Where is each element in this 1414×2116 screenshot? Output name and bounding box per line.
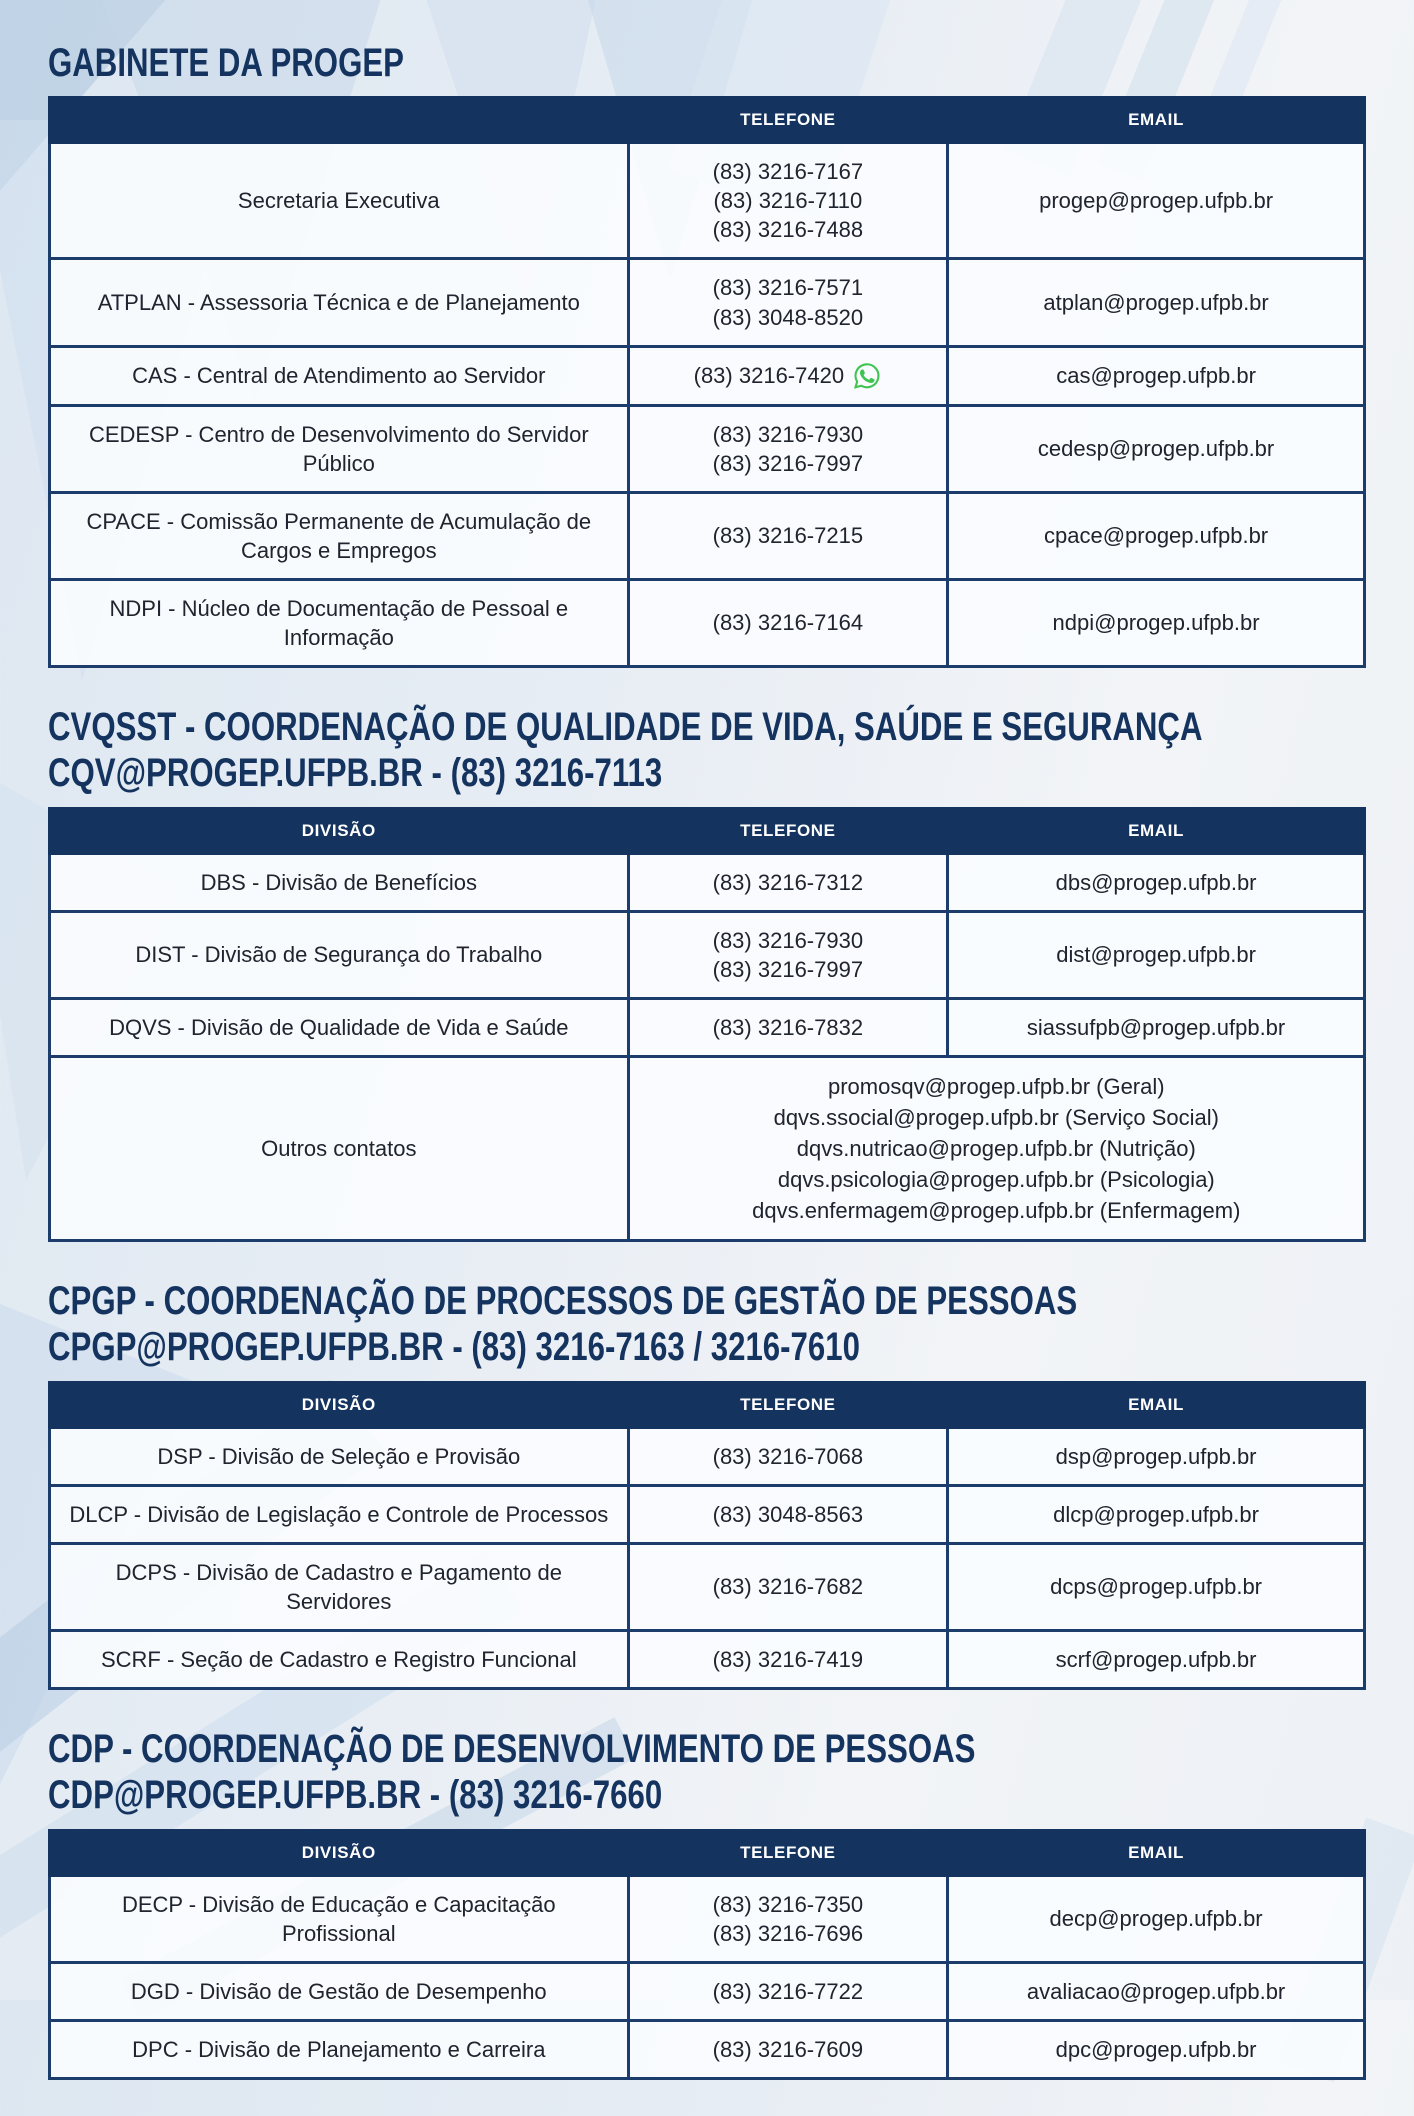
page-content [48, 40, 1366, 2116]
email-cell: dpc@progep.ufpb.br [948, 2020, 1365, 2078]
phone-cell: (83) 3216-7167 (83) 3216-7110 (83) 3216-7488 [628, 143, 948, 259]
column-header-division: DIVISÃO [50, 1382, 629, 1427]
section-title: CVQSST - COORDENAÇÃO DE QUALIDADE DE VIDA, SAÚDE E SEGURANÇA [48, 704, 1203, 749]
table-row [50, 143, 1365, 259]
division-cell: DBS - Divisão de Benefícios [50, 853, 629, 911]
section-heading-gabinete [48, 40, 1366, 86]
division-cell: Secretaria Executiva [50, 143, 629, 259]
table-row [50, 405, 1365, 492]
table-row [50, 1875, 1365, 1962]
table-row [50, 2020, 1365, 2078]
section-heading-cvqsst [48, 704, 1366, 797]
column-header-email: EMAIL [948, 808, 1365, 853]
phone-cell: (83) 3216-7350 (83) 3216-7696 [628, 1875, 948, 1962]
division-cell: DIST - Divisão de Segurança do Trabalho [50, 911, 629, 998]
division-cell: DLCP - Divisão de Legislação e Controle de Processos [50, 1485, 629, 1543]
table-row [50, 1630, 1365, 1688]
table-row [50, 1427, 1365, 1485]
division-cell: CAS - Central de Atendimento ao Servidor [50, 346, 629, 405]
phone-cell: (83) 3216-7420 [628, 346, 948, 405]
phone-cell: (83) 3216-7930 (83) 3216-7997 [628, 405, 948, 492]
section-subtitle: CPGP@PROGEP.UFPB.BR - (83) 3216-7163 / 3216-7610 [48, 1325, 860, 1370]
phone-cell: (83) 3216-7068 [628, 1427, 948, 1485]
email-cell: cas@progep.ufpb.br [948, 346, 1365, 405]
column-header-email: EMAIL [948, 98, 1365, 143]
table-row [50, 1056, 1365, 1240]
section-title: CPGP - COORDENAÇÃO DE PROCESSOS DE GESTÃO DE PESSOAS [48, 1278, 1078, 1323]
section-title: CDP - COORDENAÇÃO DE DESENVOLVIMENTO DE PESSOAS [48, 1726, 976, 1771]
column-header-email: EMAIL [948, 1830, 1365, 1875]
email-cell: dlcp@progep.ufpb.br [948, 1485, 1365, 1543]
email-cell: decp@progep.ufpb.br [948, 1875, 1365, 1962]
phone-cell: (83) 3216-7312 [628, 853, 948, 911]
phone-cell: (83) 3216-7419 [628, 1630, 948, 1688]
division-cell: Outros contatos [50, 1056, 629, 1240]
email-cell: dist@progep.ufpb.br [948, 911, 1365, 998]
column-header-phone: TELEFONE [628, 808, 948, 853]
table-row [50, 346, 1365, 405]
email-cell: dcps@progep.ufpb.br [948, 1543, 1365, 1630]
division-cell: DPC - Divisão de Planejamento e Carreira [50, 2020, 629, 2078]
phone-cell: (83) 3216-7609 [628, 2020, 948, 2078]
division-cell: NDPI - Núcleo de Documentação de Pessoal e Informação [50, 579, 629, 666]
column-header-email: EMAIL [948, 1382, 1365, 1427]
email-cell: scrf@progep.ufpb.br [948, 1630, 1365, 1688]
phone-cell: (83) 3048-8563 [628, 1485, 948, 1543]
table-row [50, 1543, 1365, 1630]
phone-cell: (83) 3216-7164 [628, 579, 948, 666]
email-cell: dbs@progep.ufpb.br [948, 853, 1365, 911]
table-row [50, 1485, 1365, 1543]
division-cell: CEDESP - Centro de Desenvolvimento do Servidor Público [50, 405, 629, 492]
division-cell: CPACE - Comissão Permanente de Acumulação de Cargos e Empregos [50, 492, 629, 579]
division-cell: SCRF - Seção de Cadastro e Registro Funcional [50, 1630, 629, 1688]
section-heading-cpgp [48, 1278, 1366, 1371]
column-header-phone: TELEFONE [628, 1830, 948, 1875]
table-header-row [50, 808, 1365, 853]
email-cell: siassufpb@progep.ufpb.br [948, 998, 1365, 1056]
section-subtitle: CQV@PROGEP.UFPB.BR - (83) 3216-7113 [48, 751, 663, 796]
table-row [50, 911, 1365, 998]
division-cell: DCPS - Divisão de Cadastro e Pagamento de Servidores [50, 1543, 629, 1630]
section-title: GABINETE DA PROGEP [48, 41, 404, 85]
phone-cell: (83) 3216-7832 [628, 998, 948, 1056]
table-row [50, 259, 1365, 346]
division-cell: DGD - Divisão de Gestão de Desempenho [50, 1962, 629, 2020]
division-cell: ATPLAN - Assessoria Técnica e de Planejamento [50, 259, 629, 346]
whatsapp-icon [852, 361, 882, 391]
phone-cell: (83) 3216-7722 [628, 1962, 948, 2020]
column-header-division: DIVISÃO [50, 1830, 629, 1875]
contact-table-cdp [48, 1829, 1366, 2080]
table-row [50, 998, 1365, 1056]
phone-cell: (83) 3216-7571 (83) 3048-8520 [628, 259, 948, 346]
phone-cell: (83) 3216-7930 (83) 3216-7997 [628, 911, 948, 998]
division-cell: DECP - Divisão de Educação e Capacitação Profissional [50, 1875, 629, 1962]
contact-table-cvqsst [48, 807, 1366, 1242]
division-cell: DSP - Divisão de Seleção e Provisão [50, 1427, 629, 1485]
column-header-division-empty [50, 98, 629, 143]
email-cell: cpace@progep.ufpb.br [948, 492, 1365, 579]
table-row [50, 1962, 1365, 2020]
other-contacts-cell: promosqv@progep.ufpb.br (Geral) dqvs.ssocial@progep.ufpb.br (Serviço Social) dqvs.nutricao@progep.ufpb.br (Nutrição) dqvs.psicologia@progep.ufpb.br (Psicologia) dqvs.enfermagem@progep.ufpb.br (Enfermagem) [628, 1056, 1364, 1240]
section-heading-cdp [48, 1726, 1366, 1819]
section-subtitle: CDP@PROGEP.UFPB.BR - (83) 3216-7660 [48, 1773, 663, 1818]
email-cell: progep@progep.ufpb.br [948, 143, 1365, 259]
contact-table-gabinete [48, 96, 1366, 667]
email-cell: ndpi@progep.ufpb.br [948, 579, 1365, 666]
email-cell: atplan@progep.ufpb.br [948, 259, 1365, 346]
division-cell: DQVS - Divisão de Qualidade de Vida e Saúde [50, 998, 629, 1056]
email-cell: dsp@progep.ufpb.br [948, 1427, 1365, 1485]
table-header-row [50, 1830, 1365, 1875]
email-cell: avaliacao@progep.ufpb.br [948, 1962, 1365, 2020]
column-header-division: DIVISÃO [50, 808, 629, 853]
table-header-row [50, 98, 1365, 143]
phone-cell: (83) 3216-7682 [628, 1543, 948, 1630]
phone-cell: (83) 3216-7215 [628, 492, 948, 579]
email-cell: cedesp@progep.ufpb.br [948, 405, 1365, 492]
column-header-phone: TELEFONE [628, 1382, 948, 1427]
table-row [50, 492, 1365, 579]
table-row [50, 853, 1365, 911]
column-header-phone: TELEFONE [628, 98, 948, 143]
contact-table-cpgp [48, 1381, 1366, 1690]
table-row [50, 579, 1365, 666]
table-header-row [50, 1382, 1365, 1427]
